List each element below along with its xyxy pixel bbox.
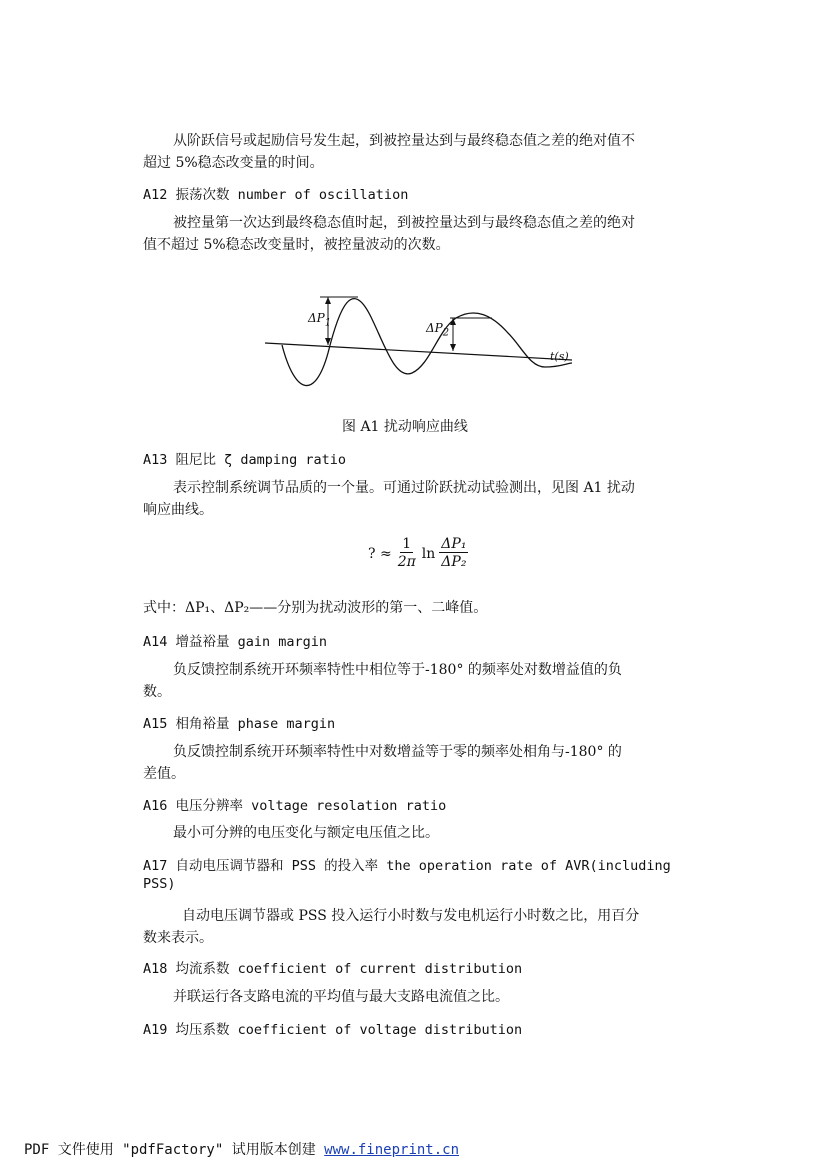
term-a15: A15 相角裕量 phase margin	[143, 716, 336, 732]
dp2-arrow-head-bottom	[450, 344, 456, 351]
para-3-line-1: 表示控制系统调节品质的一个量。可通过阶跃扰动试验测出，见图 A1 扰动	[173, 480, 635, 496]
term-a14: A14 增益裕量 gain margin	[143, 634, 328, 650]
para-8: 并联运行各支路电流的平均值与最大支路电流值之比。	[173, 989, 509, 1005]
formula-where: 式中：ΔP₁、ΔP₂——分别为扰动波形的第一、二峰值。	[143, 600, 488, 616]
time-axis	[265, 343, 572, 360]
figure-a1	[260, 285, 600, 405]
term-a17-line-1: A17 自动电压调节器和 PSS 的投入率 the operation rate of AVR(including	[143, 858, 671, 874]
para-2-line-1: 被控量第一次达到最终稳态值时起，到被控量达到与最终稳态值之差的绝对	[173, 215, 635, 231]
dp1-arrow-head-top	[325, 297, 331, 304]
footer-text: PDF 文件使用 "pdfFactory" 试用版本创建	[24, 1142, 325, 1158]
term-a18: A18 均流系数 coefficient of current distribution	[143, 961, 523, 977]
para-1-line-2: 超过 5%稳态改变量的时间。	[143, 155, 324, 171]
term-a16: A16 电压分辨率 voltage resolation ratio	[143, 798, 447, 814]
term-a13: A13 阻尼比 ζ damping ratio	[143, 452, 347, 468]
damping-formula	[368, 536, 472, 571]
para-4-line-1: 负反馈控制系统开环频率特性中相位等于-180° 的频率处对数增益值的负	[173, 662, 622, 678]
pdf-footer	[24, 1139, 459, 1159]
para-5-line-1: 负反馈控制系统开环频率特性中对数增益等于零的频率处相角与-180° 的	[173, 744, 622, 760]
para-3-line-2: 响应曲线。	[143, 502, 213, 518]
formula-ln: ln	[421, 545, 436, 562]
formula-ratio: $\frac{\text{ΔP₁}}{\text{ΔP₂}}$	[441, 536, 467, 570]
formula-coefficient: $\frac{1}{2\pi}$	[397, 536, 416, 570]
para-1-line-1: 从阶跃信号或起励信号发生起，到被控量达到与最终稳态值之差的绝对值不	[173, 133, 635, 149]
para-7-line-1: 自动电压调节器或 PSS 投入运行小时数与发电机运行小时数之比，用百分	[182, 908, 640, 924]
para-2-line-2: 值不超过 5%稳态改变量时，被控量波动的次数。	[143, 237, 450, 253]
para-5-line-2: 差值。	[143, 766, 185, 782]
term-a19: A19 均压系数 coefficient of voltage distribution	[143, 1022, 523, 1038]
para-4-line-2: 数。	[143, 684, 171, 700]
fineprint-link[interactable]: www.fineprint.cn	[324, 1142, 460, 1158]
term-a12: A12 振荡次数 number of oscillation	[143, 187, 409, 203]
label-dp2: $\Delta P_2$	[426, 321, 450, 339]
para-7-line-2: 数来表示。	[143, 930, 213, 946]
formula-lhs: ? ≈	[368, 545, 392, 562]
para-6: 最小可分辨的电压变化与额定电压值之比。	[173, 825, 439, 841]
term-a17-line-2: PSS)	[143, 876, 176, 892]
label-time: t(s)	[550, 350, 569, 363]
figure-caption: 图 A1 扰动响应曲线	[342, 419, 468, 435]
label-dp1: $\Delta P_1$	[308, 311, 332, 329]
response-curve-figure	[260, 285, 600, 405]
